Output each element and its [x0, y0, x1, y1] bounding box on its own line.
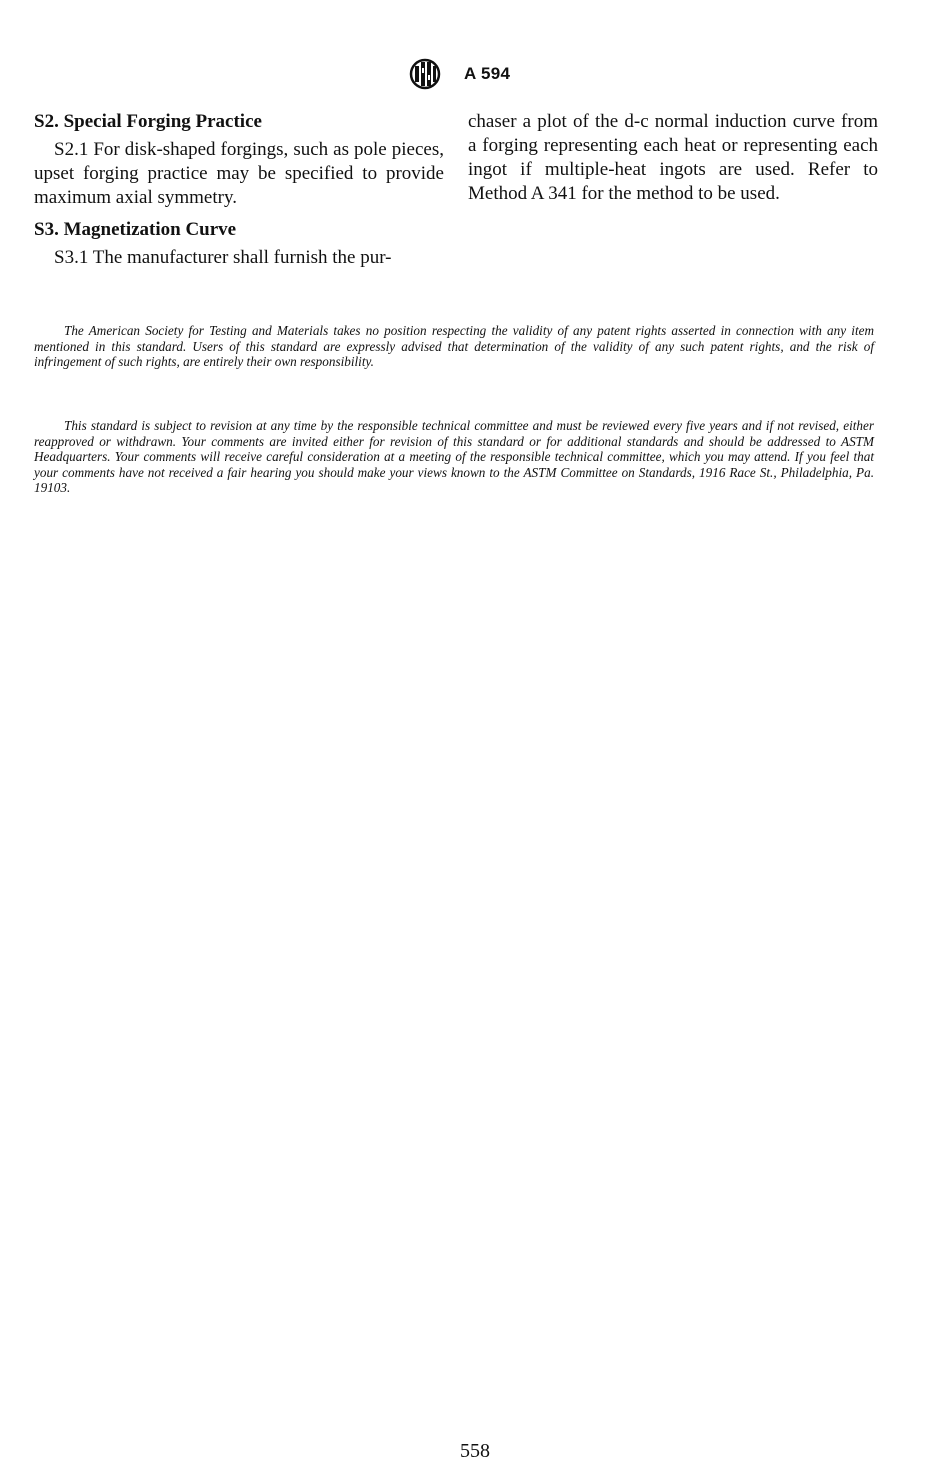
section-s3-paragraph-start: S3.1 The manufacturer shall furnish the pur- [54, 247, 392, 268]
astm-logo-icon [408, 58, 442, 90]
section-s2-heading: S2. Special Forging Practice [34, 111, 262, 132]
section-s3-paragraph-continued: chaser a plot of the d-c normal induction curve from a forging representing each heat or representing each ingot if multiple-heat ingots are used. Refer to Method A 341 for the method to be used. [468, 111, 878, 204]
page-number: 558 [460, 1440, 490, 1462]
section-s3-heading: S3. Magnetization Curve [34, 219, 237, 240]
left-column [34, 110, 444, 270]
patent-notice: The American Society for Testing and Materials takes no position respecting the validity of any patent rights asserted in connection with any item mentioned in this standard. Users of this standard are expressly advised that determination of the validity of any such patent rights, and the risk of infringement of such rights, are entirely their own responsibility. [34, 323, 874, 369]
section-s2-paragraph: S2.1 For disk-shaped forgings, such as pole pieces, upset forging practice may be specified to provide maximum axial symmetry. [34, 139, 444, 208]
revision-notice: This standard is subject to revision at any time by the responsible technical committee and must be reviewed every five years and if not revised, either reapproved or withdrawn. Your comments are invited either for revision of this standard or for additional standards and should be addressed to ASTM Headquarters. Your comments will receive careful consideration at a meeting of the responsible technical committee, which you may attend. If you feel that your comments have not received a fair hearing you should make your views known to the ASTM Committee on Standards, 1916 Race St., Philadelphia, Pa. 19103. [34, 418, 874, 495]
right-column [468, 110, 878, 206]
page-header [0, 58, 950, 92]
standard-designation: A 594 [464, 64, 511, 83]
